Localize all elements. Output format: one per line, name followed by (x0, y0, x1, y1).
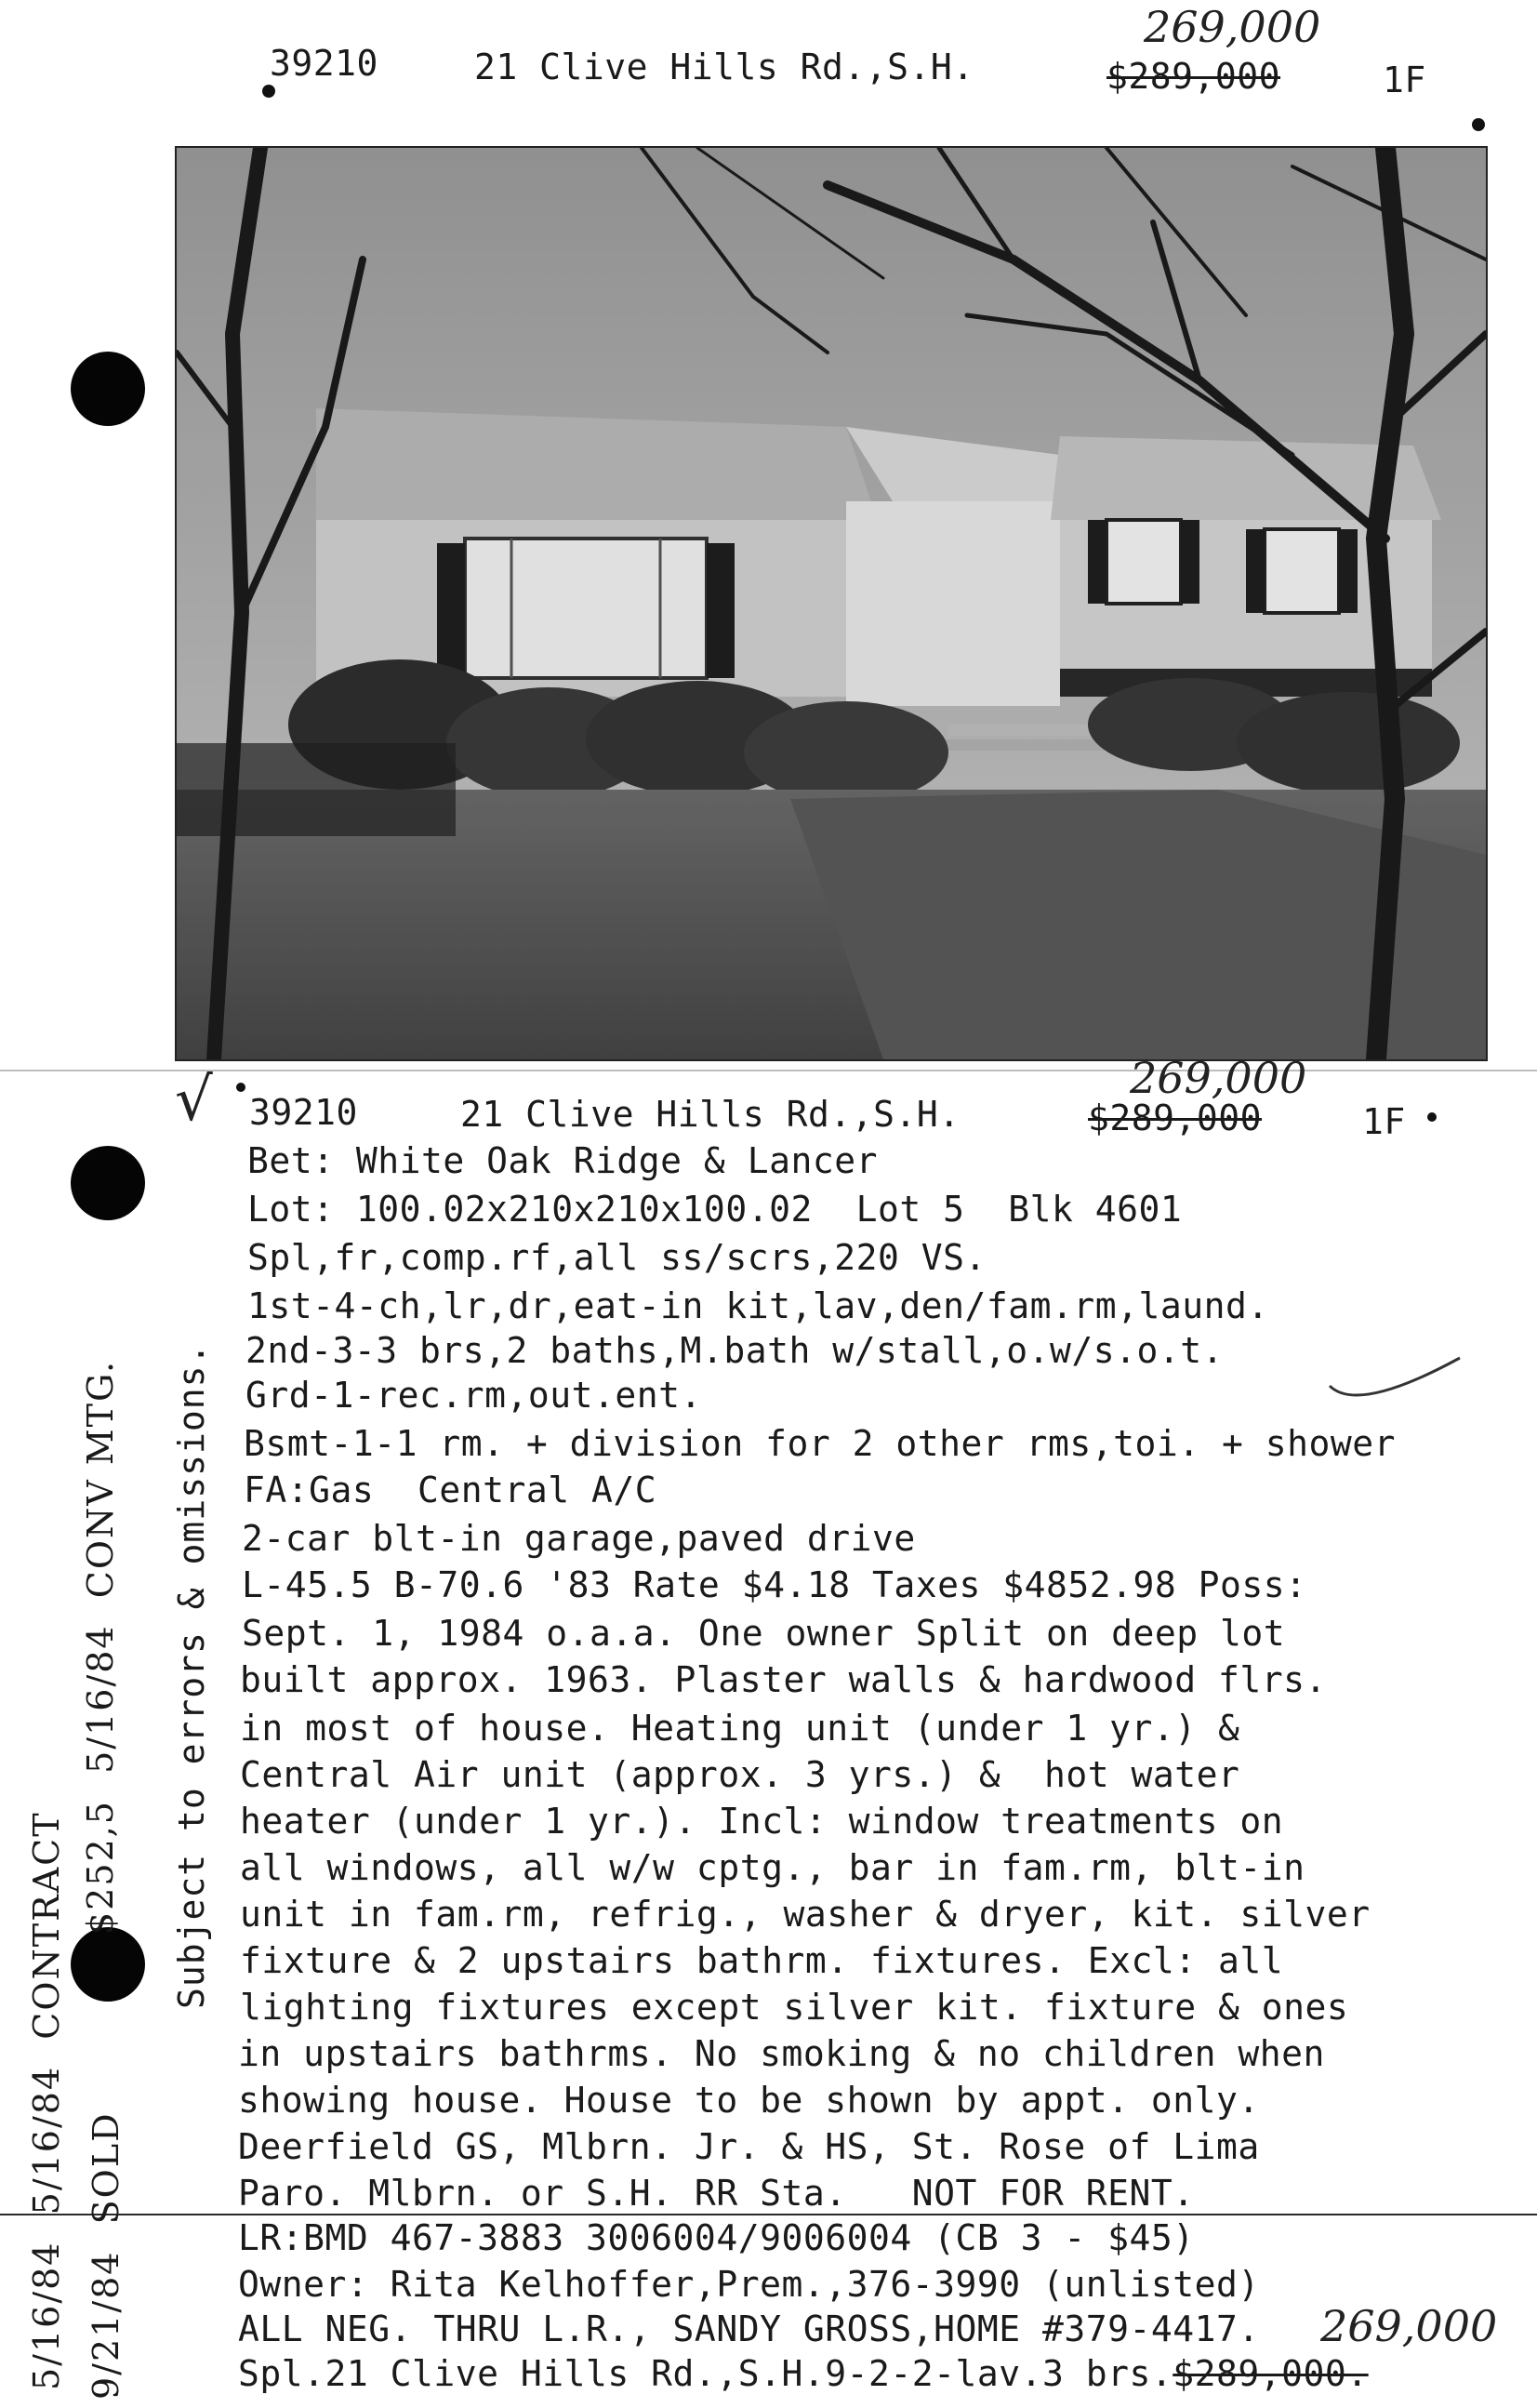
check-mark: √ (175, 1066, 213, 1135)
card-address: 21 Clive Hills Rd.,S.H. (460, 1094, 961, 1135)
card-line: unit in fam.rm, refrig., washer & dryer, kit. silver (240, 1894, 1371, 1935)
header-code: 1F (1383, 60, 1426, 100)
ruled-line (0, 2214, 1537, 2215)
card-line: in most of house. Heating unit (under 1 yr.) & (240, 1708, 1240, 1749)
house-illustration (177, 148, 1486, 1059)
card-code-dot (1427, 1112, 1437, 1122)
card-last-line-prefix: Spl.21 Clive Hills Rd.,S.H.9-2-2-lav.3 brs. (238, 2353, 1173, 2394)
card-line: Spl,fr,comp.rf,all ss/scrs,220 VS. (247, 1237, 987, 1278)
card-last-line-hand-price: 269,000 (1320, 2301, 1498, 2351)
stray-dot-top-left (262, 85, 275, 98)
card-line: 2-car blt-in garage,paved drive (242, 1518, 916, 1559)
card-line: L-45.5 B-70.6 '83 Rate $4.18 Taxes $4852.98 Poss: (242, 1564, 1307, 1605)
card-line: Paro. Mlbrn. or S.H. RR Sta. NOT FOR RENT. (238, 2173, 1195, 2214)
card-line: ALL NEG. THRU L.R., SANDY GROSS,HOME #379-4417. (238, 2308, 1260, 2349)
card-last-line-price: $289,000. (1173, 2353, 1369, 2394)
card-line: LR:BMD 467-3883 3006004/9006004 (CB 3 - $45) (238, 2217, 1195, 2258)
header-address: 21 Clive Hills Rd.,S.H. (474, 47, 974, 87)
disclaimer-vertical: Subject to errors & omissions. (171, 1342, 212, 2009)
header-listing-no: 39210 (270, 43, 378, 84)
card-line: FA:Gas Central A/C (244, 1470, 657, 1510)
card-line: showing house. House to be shown by appt. only. (238, 2080, 1260, 2121)
header-old-price: $289,000 (1106, 56, 1281, 97)
contract-note-vertical: 5/16/84 5/16/84 CONTRACT (26, 1811, 67, 2390)
mortgage-note-vertical: $252,5 5/16/84 CONV MTG. (80, 1359, 121, 1935)
card-line: Lot: 100.02x210x210x100.02 Lot 5 Blk 4601 (247, 1189, 1183, 1230)
card-line: Deerfield GS, Mlbrn. Jr. & HS, St. Rose of Lima (238, 2126, 1260, 2167)
binder-hole-1 (71, 352, 145, 426)
card-code: 1F (1362, 1101, 1406, 1142)
card-line: heater (under 1 yr.). Incl: window treatments on (240, 1801, 1284, 1842)
card-line: Owner: Rita Kelhoffer,Prem.,376-3990 (unlisted) (238, 2264, 1260, 2305)
header-new-price: 269,000 (1144, 2, 1321, 52)
stray-dot-top-right (1472, 118, 1485, 131)
stray-dot-card-left (236, 1083, 245, 1092)
card-line: Sept. 1, 1984 o.a.a. One owner Split on deep lot (242, 1613, 1286, 1654)
binder-hole-3 (71, 1927, 145, 2002)
card-old-price: $289,000 (1088, 1098, 1263, 1138)
handwritten-swoosh (1320, 1349, 1469, 1414)
card-line: Central Air unit (approx. 3 yrs.) & hot water (240, 1754, 1240, 1795)
card-line: Grd-1-rec.rm,out.ent. (245, 1375, 702, 1416)
card-line: built approx. 1963. Plaster walls & hardwood flrs. (240, 1659, 1327, 1700)
card-line: fixture & 2 upstairs bathrm. fixtures. Excl: all (240, 1940, 1284, 1981)
card-last-line (238, 2353, 1369, 2394)
binder-hole-2 (71, 1146, 145, 1220)
sold-note-vertical: 9/21/84 SOLD (86, 2111, 126, 2400)
card-new-price: 269,000 (1130, 1053, 1307, 1103)
card-listing-no: 39210 (249, 1092, 358, 1133)
card-line: lighting fixtures except silver kit. fixture & ones (240, 1987, 1349, 2028)
card-line: 1st-4-ch,lr,dr,eat-in kit,lav,den/fam.rm,laund. (247, 1285, 1269, 1326)
house-photo (175, 146, 1488, 1061)
card-line: Bet: White Oak Ridge & Lancer (247, 1140, 878, 1181)
card-line: 2nd-3-3 brs,2 baths,M.bath w/stall,o.w/s.o.t. (245, 1330, 1225, 1371)
card-line: in upstairs bathrms. No smoking & no children when (238, 2033, 1325, 2074)
card-line: Bsmt-1-1 rm. + division for 2 other rms,toi. + shower (244, 1423, 1397, 1464)
card-line: all windows, all w/w cptg., bar in fam.rm, blt-in (240, 1847, 1305, 1888)
